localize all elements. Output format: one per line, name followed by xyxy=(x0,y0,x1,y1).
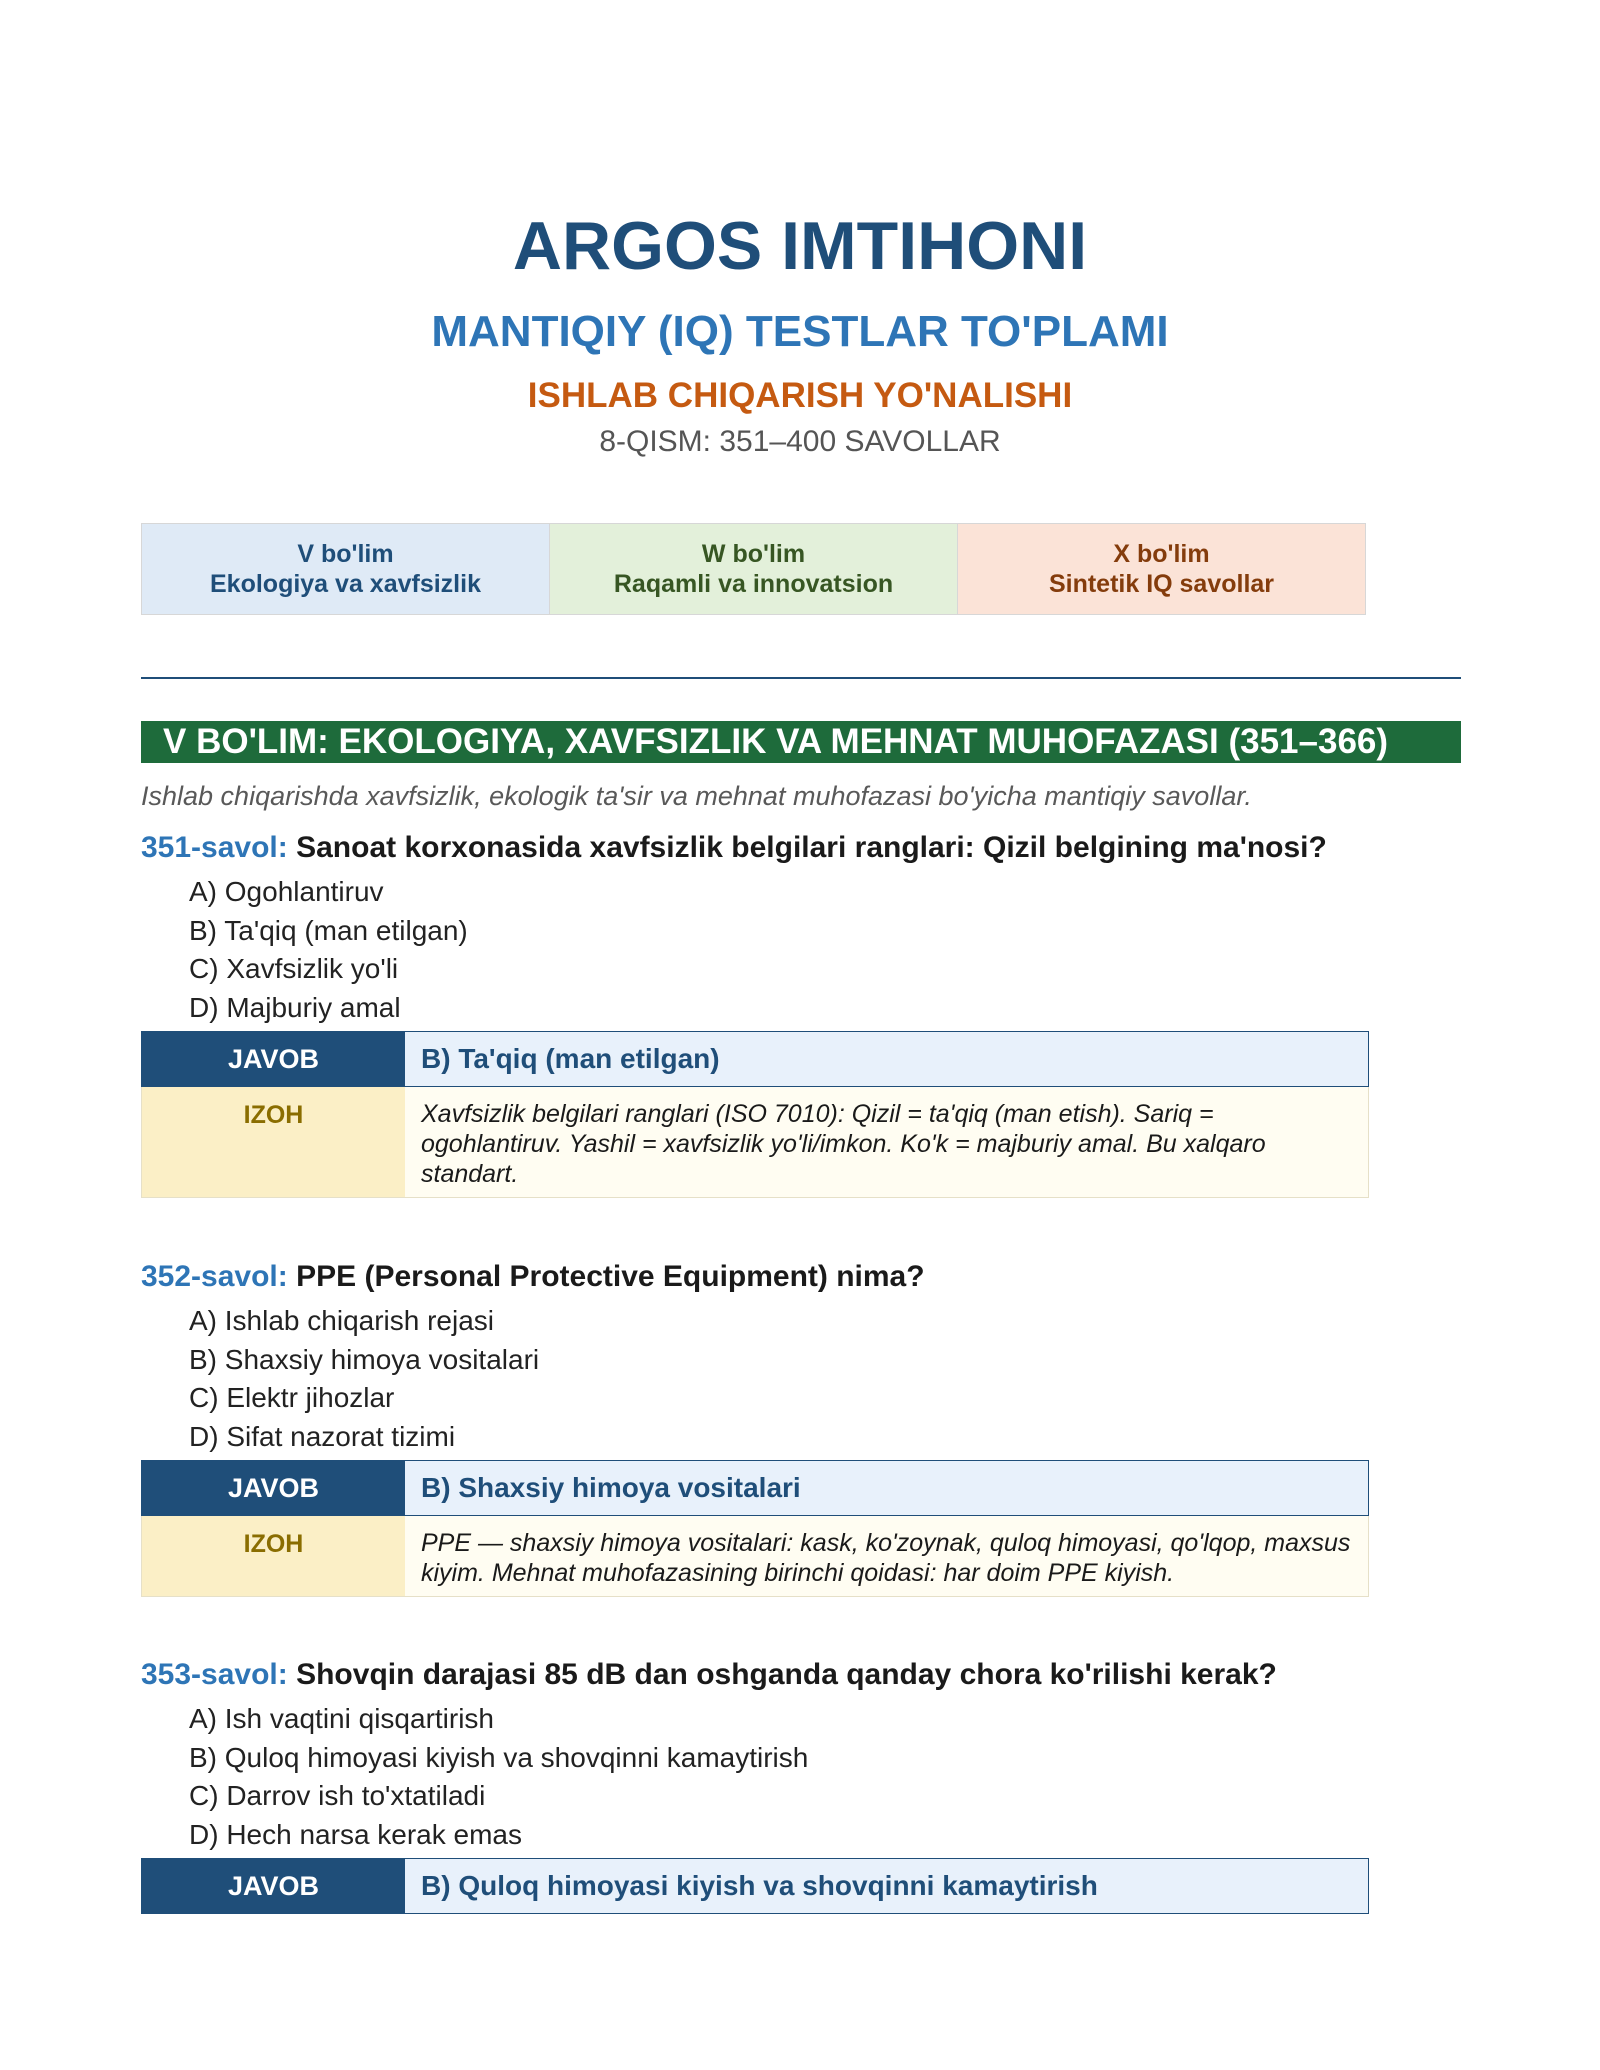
note-row xyxy=(141,1087,1369,1198)
question-352 xyxy=(141,1258,1461,1597)
question-number: 352-savol: xyxy=(141,1260,288,1293)
question-351 xyxy=(141,829,1461,1198)
answer-value: B) Shaxsiy himoya vositalari xyxy=(405,1461,1368,1515)
document-title: ARGOS IMTIHONI xyxy=(512,208,1088,284)
option-c: C) Elektr jihozlar xyxy=(189,1382,395,1413)
section-name: W bo'lim xyxy=(701,540,806,568)
answer-row xyxy=(141,1460,1369,1516)
option-a: A) Ish vaqtini qisqartirish xyxy=(189,1703,495,1734)
option-d: D) Hech narsa kerak emas xyxy=(189,1818,523,1850)
question-text: Sanoat korxonasida xavfsizlik belgilari ranglari: Qizil belgining ma'nosi? xyxy=(296,831,1327,864)
document-subtitle: MANTIQIY (IQ) TESTLAR TO'PLAMI xyxy=(431,307,1169,356)
answer-value: B) Ta'qiq (man etilgan) xyxy=(405,1032,1368,1086)
section-band: V BO'LIM: EKOLOGIYA, XAVFSIZLIK VA MEHNAT MUHOFAZASI (351–366) xyxy=(141,721,1461,763)
options-list xyxy=(141,873,1461,1027)
section-desc: Ekologiya va xavfsizlik xyxy=(210,570,481,598)
note-text: PPE — shaxsiy himoya vositalari: kask, ko'zoynak, quloq himoyasi, qo'lqop, maxsus kiyim. Mehnat muhofazasining birinchi qoidasi: har doim PPE kiyish. xyxy=(405,1516,1368,1596)
document-part: 8-QISM: 351–400 SAVOLLAR xyxy=(599,425,1001,458)
option-c: C) Darrov ish to'xtatiladi xyxy=(189,1780,486,1811)
section-cell-x xyxy=(958,524,1365,614)
section-intro: Ishlab chiqarishda xavfsizlik, ekologik ta'sir va mehnat muhofazasi bo'yicha mantiqiy savollar. xyxy=(141,781,1252,811)
question-text: PPE (Personal Protective Equipment) nima? xyxy=(296,1260,925,1293)
question-number: 353-savol: xyxy=(141,1658,288,1691)
question-353 xyxy=(141,1656,1461,1914)
answer-row xyxy=(141,1031,1369,1087)
question-title xyxy=(141,1258,1461,1296)
note-text: Xavfsizlik belgilari ranglari (ISO 7010): Qizil = ta'qiq (man etish). Sariq = ogohlantiruv. Yashil = xavfsizlik yo'li/imkon. Ko'k = majburiy amal. Bu xalqaro standart. xyxy=(405,1087,1368,1197)
option-b: B) Quloq himoyasi kiyish va shovqinni kamaytirish xyxy=(189,1741,809,1773)
answer-label: JAVOB xyxy=(142,1032,405,1086)
section-name: V bo'lim xyxy=(297,540,394,568)
note-label: IZOH xyxy=(142,1087,405,1197)
option-c: C) Xavfsizlik yo'li xyxy=(189,953,399,984)
option-d: D) Majburiy amal xyxy=(189,991,401,1023)
question-number: 351-savol: xyxy=(141,831,288,864)
answer-value: B) Quloq himoyasi kiyish va shovqinni kamaytirish xyxy=(405,1859,1368,1913)
option-b: B) Shaxsiy himoya vositalari xyxy=(189,1343,540,1375)
answer-label: JAVOB xyxy=(142,1461,405,1515)
question-title xyxy=(141,829,1461,867)
answer-row xyxy=(141,1858,1369,1914)
section-desc: Raqamli va innovatsion xyxy=(613,570,894,598)
option-d: D) Sifat nazorat tizimi xyxy=(189,1420,456,1452)
option-a: A) Ishlab chiqarish rejasi xyxy=(189,1305,495,1336)
section-cell-w xyxy=(550,524,958,614)
question-title xyxy=(141,1656,1461,1694)
section-name: X bo'lim xyxy=(1113,540,1210,568)
options-list xyxy=(141,1302,1461,1456)
option-b: B) Ta'qiq (man etilgan) xyxy=(189,914,468,946)
document-direction: ISHLAB CHIQARISH YO'NALISHI xyxy=(527,376,1073,415)
divider xyxy=(141,677,1461,679)
note-label: IZOH xyxy=(142,1516,405,1596)
sections-table xyxy=(141,523,1366,615)
answer-label: JAVOB xyxy=(142,1859,405,1913)
section-desc: Sintetik IQ savollar xyxy=(1048,570,1275,598)
section-cell-v xyxy=(142,524,550,614)
question-text: Shovqin darajasi 85 dB dan oshganda qanday chora ko'rilishi kerak? xyxy=(296,1658,1277,1691)
options-list xyxy=(141,1700,1461,1854)
option-a: A) Ogohlantiruv xyxy=(189,876,384,907)
note-row xyxy=(141,1516,1369,1597)
